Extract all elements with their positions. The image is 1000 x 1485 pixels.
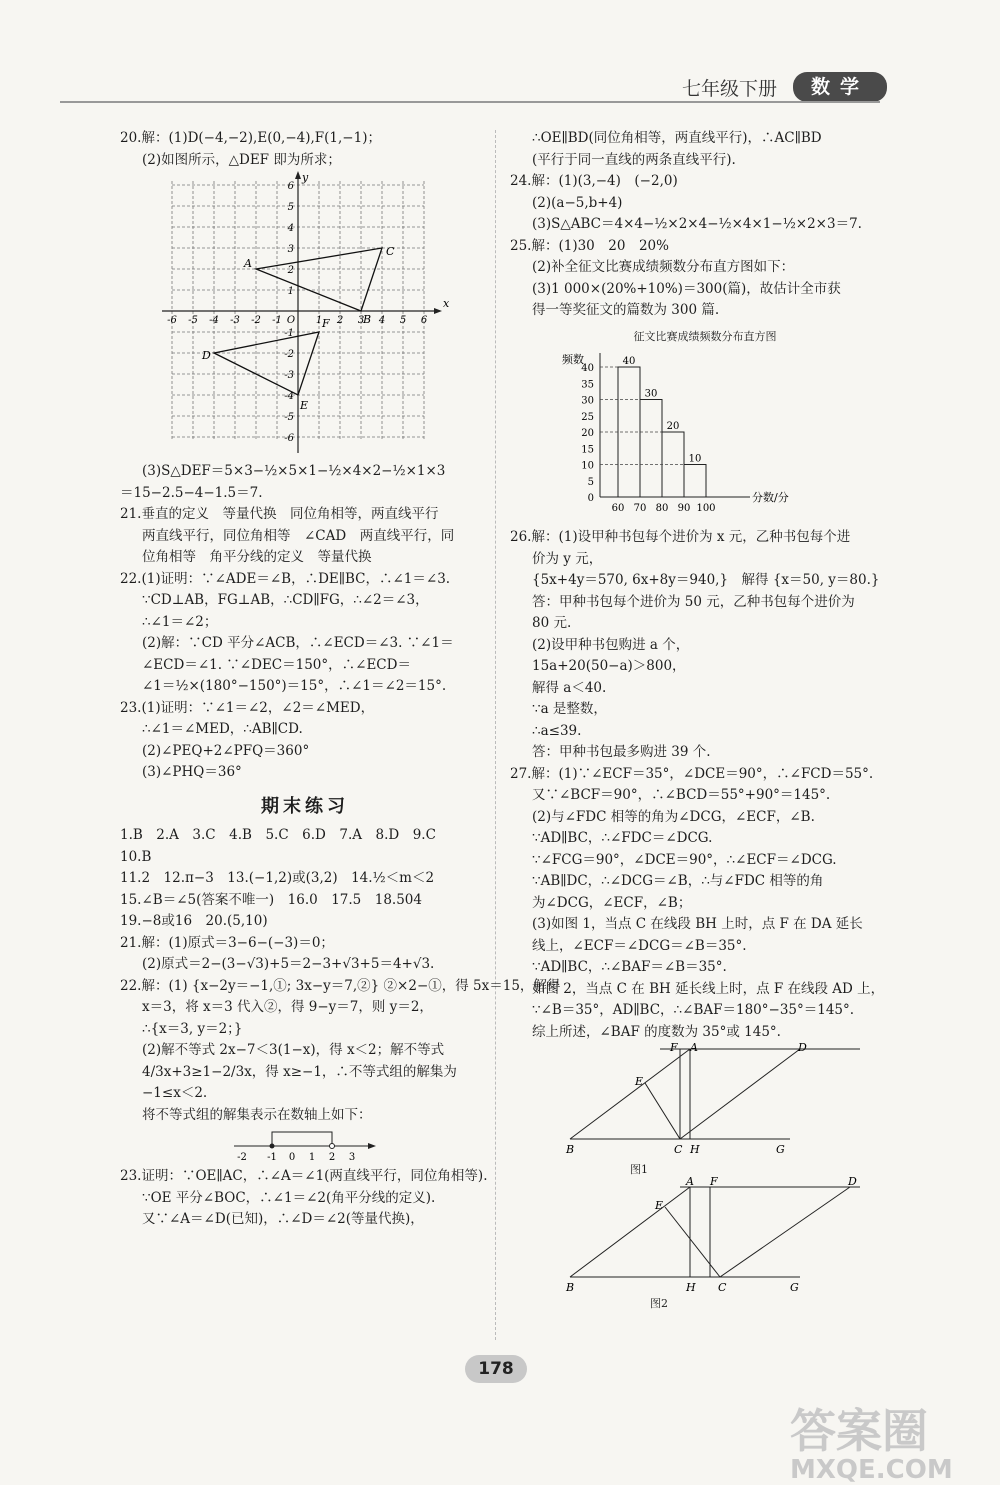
q27-line: (2)与∠FDC 相等的角为∠DCG，∠ECF，∠B. xyxy=(532,808,815,825)
fig-point-label: H xyxy=(690,1143,700,1156)
right-top-line: (平行于同一直线的两条直线平行). xyxy=(532,151,736,168)
watermark xyxy=(790,1395,953,1485)
q27-line: ∵∠FCG＝90°，∠DCE＝90°，∴∠ECF＝∠DCG. xyxy=(532,851,837,868)
number-line-tick: 1 xyxy=(308,1152,316,1163)
figure-1-caption: 图1 xyxy=(630,1163,648,1176)
q24-line: (3)S△ABC＝4×4−½×2×4−½×4×1−½×2×3＝7. xyxy=(532,216,862,232)
final-line: 11.2 12.π−3 13.(−1,2)或(3,2) 14.½＜m＜2 xyxy=(120,870,435,886)
q25-line: (3)1 000×(20%+10%)＝300(篇)，故估计全市获 xyxy=(532,280,841,297)
final-line: 将不等式组的解集表示在数轴上如下： xyxy=(142,1106,372,1123)
q27-line: 为∠DCG，∠ECF，∠B； xyxy=(532,894,692,911)
triangle-def xyxy=(214,332,319,395)
figure-2-caption: 图2 xyxy=(650,1297,668,1310)
column-divider xyxy=(495,130,496,1340)
y-axis-title: 频数 xyxy=(562,353,584,366)
x-tick-label: 100 xyxy=(696,503,716,514)
q26-line: 答：甲种书包每个进价为 50 元，乙种书包每个进价为 xyxy=(532,593,855,610)
bar-value-label: 20 xyxy=(666,421,680,432)
number-line-tick: -1 xyxy=(267,1152,277,1163)
right-top-line: ∴OE∥BD(同位角相等，两直线平行)，∴AC∥BD xyxy=(532,130,822,146)
q26-line: 价为 y 元， xyxy=(532,550,603,567)
fig-point-label: D xyxy=(848,1177,857,1188)
q27-line: 又∵∠BCF＝90°，∴∠BCD＝55°+90°＝145°. xyxy=(532,787,831,803)
number-line-tick: 0 xyxy=(288,1152,296,1163)
x-tick-label: -5 xyxy=(188,315,198,326)
point-label: D xyxy=(202,349,211,362)
fig-point-label: G xyxy=(776,1143,785,1156)
y-tick-label: 4 xyxy=(287,223,294,234)
q27-line: (3)如图 1，当点 C 在线段 BH 上时，点 F 在 DA 延长 xyxy=(532,916,863,932)
fig-point-label: C xyxy=(674,1143,683,1156)
geometry-figure-2 xyxy=(560,1177,870,1297)
chart-title: 征文比赛成绩频数分布直方图 xyxy=(633,329,777,343)
geometry-figure-1 xyxy=(560,1043,870,1163)
q21-line: 21.垂直的定义 等量代换 同位角相等，两直线平行 xyxy=(120,506,439,522)
bar-value-label: 30 xyxy=(644,388,658,400)
y-tick-label: 6 xyxy=(287,181,294,192)
section-title: 期末练习 xyxy=(261,795,349,817)
x-tick-label: 4 xyxy=(378,315,386,326)
fig-point-label: E xyxy=(635,1075,644,1088)
fig-point-label: G xyxy=(790,1281,799,1294)
q20-line: ＝15−2.5−4−1.5＝7. xyxy=(120,484,263,501)
q25-line: 25.解：(1)30 20 20% xyxy=(510,237,669,254)
q21-line: 两直线平行，同位角相等 ∠CAD 两直线平行，同 xyxy=(142,527,455,544)
q23-line: (3)∠PHQ＝36° xyxy=(142,764,242,780)
y-tick-label: 3 xyxy=(287,244,294,255)
y-tick-label: -4 xyxy=(284,391,294,402)
q27-line: 27.解：(1)∵∠ECF＝35°，∠DCE＝90°，∴∠FCD＝55°. xyxy=(510,765,874,782)
q23-line: (2)∠PEQ+2∠PFQ＝360° xyxy=(142,742,310,759)
q27-line: 如图 2，当点 C 在 BH 延长线上时，点 F 在线段 AD 上， xyxy=(532,980,885,997)
final-line: −1≤x＜2. xyxy=(142,1085,208,1101)
q22-line: ∠ECD＝∠1. ∵∠DEC＝150°，∴∠ECD＝ xyxy=(142,656,411,673)
fig-point-label: F xyxy=(710,1177,718,1188)
q25-line: (2)补全征文比赛成绩频数分布直方图如下： xyxy=(532,259,795,275)
q26-line: ∵a 是整数， xyxy=(532,701,607,717)
number-line-figure xyxy=(230,1126,380,1166)
q23-line: ∴∠1＝∠MED，∴AB∥CD. xyxy=(142,721,303,737)
x-tick-label: 70 xyxy=(633,503,647,514)
y-tick-label: 20 xyxy=(581,428,594,439)
fig-point-label: E xyxy=(655,1199,664,1212)
coordinate-grid-figure xyxy=(158,171,458,461)
watermark-logo-text: 答案圈 xyxy=(790,1404,928,1458)
x-tick-label: -1 xyxy=(272,315,282,326)
point-label: E xyxy=(300,399,309,412)
bar-value-label: 40 xyxy=(622,356,636,367)
final-line: 22.解：(1) {x−2y＝−1,①; 3x−y＝7,②} ②×2−①，得 5x＝15，解得 xyxy=(120,977,561,994)
y-tick-label: 30 xyxy=(581,395,594,407)
q26-line: 80 元. xyxy=(532,615,572,631)
q24-line: 24.解：(1)(3,−4) (−2,0) xyxy=(510,173,678,189)
bar xyxy=(640,400,662,498)
y-tick-label: -6 xyxy=(284,433,294,444)
q27-line: ∵∠B＝35°，AD∥BC，∴∠BAF＝180°−35°＝145°. xyxy=(532,1002,855,1018)
q23b-line: ∵OE 平分∠BOC，∴∠1＝∠2(角平分线的定义). xyxy=(142,1189,436,1206)
fig-point-label: B xyxy=(566,1143,575,1156)
q22-line: 22.(1)证明：∵∠ADE＝∠B，∴DE∥BC，∴∠1＝∠3. xyxy=(120,570,451,587)
page-number: 178 xyxy=(465,1355,527,1383)
q22-line: ∴∠1＝∠2； xyxy=(142,613,218,630)
final-line: 21.解：(1)原式＝3−6−(−3)＝0； xyxy=(120,934,334,951)
q26-line: 15a+20(50−a)＞800， xyxy=(532,658,686,674)
q25-line: 得一等奖征文的篇数为 300 篇. xyxy=(532,302,720,318)
final-line: ∴{x＝3, y＝2；} xyxy=(142,1020,243,1037)
right-column xyxy=(510,128,900,1311)
q27-line: ∵AD∥BC，∴∠FDC＝∠DCG. xyxy=(532,830,713,846)
q20-line: (2)如图所示，△DEF 即为所求； xyxy=(142,151,341,168)
y-tick-label: 40 xyxy=(581,363,594,374)
y-tick-label: 5 xyxy=(287,202,294,213)
y-tick-label: -3 xyxy=(284,370,294,381)
number-line-tick: 3 xyxy=(348,1152,356,1163)
y-tick-label: -1 xyxy=(284,328,294,339)
subject-badge: 数学 xyxy=(793,72,887,102)
x-tick-label: -3 xyxy=(230,315,240,326)
x-tick-label: 2 xyxy=(336,315,344,326)
q27-line: ∵AB∥DC，∴∠DCG＝∠B，∴与∠FDC 相等的角 xyxy=(532,873,824,889)
page-header xyxy=(0,70,1000,110)
final-line: 10.B xyxy=(120,848,152,865)
fig-point-label: D xyxy=(798,1043,807,1054)
y-tick-label: 15 xyxy=(581,444,594,456)
fig-point-label: A xyxy=(686,1177,694,1188)
x-tick-label: 80 xyxy=(655,503,669,514)
q26-line: 答：甲种书包最多购进 39 个. xyxy=(532,744,711,760)
watermark-url: MXQE.COM xyxy=(790,1455,953,1485)
point-label: B xyxy=(363,313,372,326)
fig-point-label: F xyxy=(670,1043,678,1054)
q20-line: 20.解：(1)D(−4,−2),E(0,−4),F(1,−1)； xyxy=(120,130,381,146)
y-tick-label: 35 xyxy=(581,379,594,391)
y-tick-label: 10 xyxy=(581,460,594,472)
q26-line: (2)设甲种书包购进 a 个， xyxy=(532,636,690,653)
q23-line: 23.(1)证明：∵∠1＝∠2，∠2＝∠MED， xyxy=(120,699,375,716)
final-line: 15.∠B＝∠5(答案不唯一) 16.0 17.5 18.504 xyxy=(120,891,422,908)
x-axis-label: x xyxy=(443,297,450,310)
q22-line: ∠1＝½×(180°−150°)＝15°，∴∠1＝∠2＝15°. xyxy=(142,678,447,694)
histogram-chart xyxy=(560,347,880,527)
x-axis-title: 分数/分 xyxy=(752,491,789,504)
y-tick-label: 0 xyxy=(587,493,594,504)
x-tick-label: 5 xyxy=(399,315,407,326)
point-label: C xyxy=(386,245,395,258)
x-tick-label: 3 xyxy=(357,315,365,326)
header-rule xyxy=(60,101,880,103)
x-tick-label: -4 xyxy=(209,315,219,326)
grade-label: 七年级下册 xyxy=(682,78,778,100)
y-tick-label: 2 xyxy=(287,265,294,276)
q27-line: ∵AD∥BC，∴∠BAF＝∠B＝35°. xyxy=(532,959,727,975)
fig-point-label: A xyxy=(690,1043,698,1054)
y-tick-label: -2 xyxy=(284,349,294,360)
y-tick-label: 5 xyxy=(587,476,594,488)
x-tick-label: -2 xyxy=(251,315,261,326)
x-tick-label: -6 xyxy=(167,315,177,326)
final-line: (2)解不等式 2x−7＜3(1−x)，得 x＜2；解不等式 xyxy=(142,1042,445,1058)
y-tick-label: 1 xyxy=(287,286,294,297)
y-tick-label: -5 xyxy=(284,412,294,423)
q24-line: (2)(a−5,b+4) xyxy=(532,194,623,211)
bar xyxy=(684,465,706,498)
final-line: 1.B 2.A 3.C 4.B 5.C 6.D 7.A 8.D 9.C xyxy=(120,827,436,843)
fig-point-label: B xyxy=(566,1281,575,1294)
y-axis-label: y xyxy=(302,171,309,184)
x-tick-label: 90 xyxy=(677,503,691,514)
q26-line: 26.解：(1)设甲种书包每个进价为 x 元，乙种书包每个进 xyxy=(510,529,851,545)
number-line-tick: -2 xyxy=(237,1152,247,1163)
x-tick-label: 1 xyxy=(315,315,323,326)
q23b-line: 又∵∠A＝∠D(已知)，∴∠D＝∠2(等量代换)， xyxy=(142,1211,424,1227)
q22-line: (2)解：∵CD 平分∠ACB，∴∠ECD＝∠3. ∵∠1＝ xyxy=(142,635,454,651)
final-line: 4/3x+3≥1−2/3x，得 x≥−1，∴不等式组的解集为 xyxy=(142,1063,457,1080)
q22-line: ∵CD⊥AB，FG⊥AB，∴CD∥FG，∴∠2＝∠3， xyxy=(142,592,429,608)
q23b-line: 23.证明：∵OE∥AC，∴∠A＝∠1(两直线平行，同位角相等). xyxy=(120,1168,488,1184)
point-label: A xyxy=(244,257,252,270)
q21-line: 位角相等 角平分线的定义 等量代换 xyxy=(142,549,372,565)
x-tick-label: 60 xyxy=(611,503,625,514)
point-label: F xyxy=(322,317,330,330)
final-line: (2)原式＝2−(3−√3)+5＝2−3+√3+5＝4+√3. xyxy=(142,956,435,972)
x-tick-label: 6 xyxy=(420,315,428,326)
final-line: 19.−8或16 20.(5,10) xyxy=(120,913,268,929)
fig-point-label: H xyxy=(686,1281,696,1294)
bar-value-label: 10 xyxy=(688,453,702,465)
origin-label: O xyxy=(286,315,296,326)
q26-line: ∴a≤39. xyxy=(532,722,582,739)
y-tick-label: 25 xyxy=(581,411,594,423)
final-line: x＝3，将 x＝3 代入②，得 9−y＝7，则 y＝2， xyxy=(142,999,433,1015)
q26-line: 解得 a＜40. xyxy=(532,679,607,696)
number-line-tick: 2 xyxy=(328,1152,336,1163)
q20-line: (3)S△DEF＝5×3−½×5×1−½×4×2−½×1×3 xyxy=(142,463,446,479)
fig-point-label: C xyxy=(718,1281,727,1294)
q27-line: 综上所述，∠BAF 的度数为 35°或 145°. xyxy=(532,1023,781,1040)
q26-line: {5x+4y＝570, 6x+8y＝940,} 解得 {x＝50, y＝80.} xyxy=(532,572,880,588)
q27-line: 线上，∠ECF＝∠DCG＝∠B＝35°. xyxy=(532,937,747,954)
